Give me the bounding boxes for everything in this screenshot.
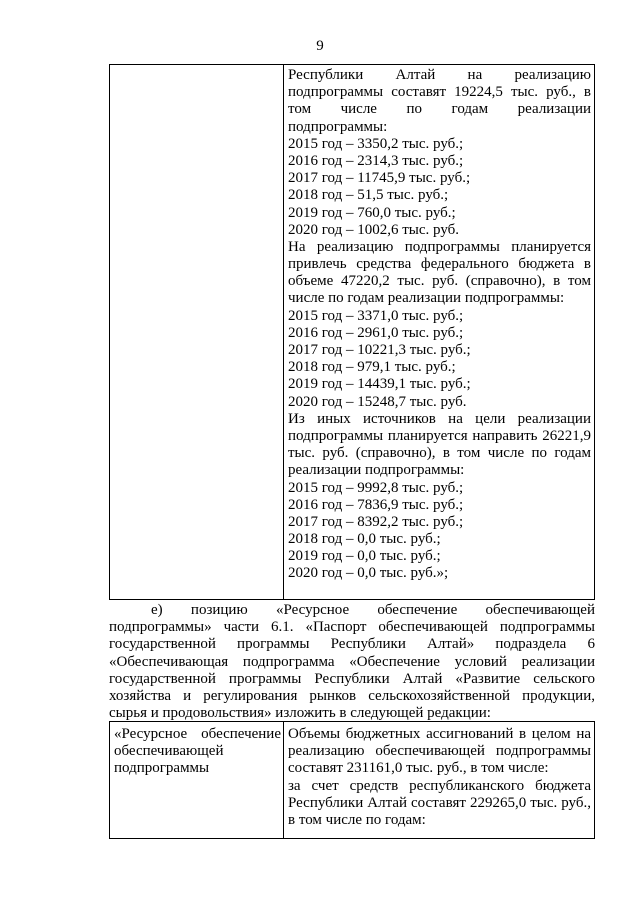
text-line: Объемы бюджетных ассигнований в целом на — [288, 726, 591, 742]
text-line: 2015 год – 9992,8 тыс. руб.; — [288, 479, 464, 496]
text-line: тыс. руб. (справочно), в том числе по годам — [288, 445, 591, 462]
text-line: 2018 год – 979,1 тыс. руб.; — [288, 359, 456, 376]
text-line: Из иных источников на цели реализации — [288, 410, 591, 427]
text-line: 2019 год – 14439,1 тыс. руб.; — [288, 376, 471, 393]
text-line: «Ресурсное обеспечение — [114, 726, 281, 742]
text-line: е) позицию «Ресурсное обеспечение обеспечивающей — [151, 602, 595, 618]
text-line: Республики Алтай на реализацию — [288, 67, 591, 83]
text-line: государственной программы Республики Алтай» подраздела 6 — [109, 636, 595, 653]
text-line: составят 231161,0 тыс. руб., в том числе: — [288, 760, 549, 777]
text-line: 2017 год – 10221,3 тыс. руб.; — [288, 342, 471, 358]
resources-table-continued — [109, 64, 595, 600]
text-line: 2016 год – 7836,9 тыс. руб.; — [288, 496, 464, 513]
text-line: подпрограммы: — [288, 118, 388, 135]
text-line: том числе по годам реализации — [288, 101, 591, 118]
text-line: На реализацию подпрограммы планируется — [288, 238, 591, 255]
text-line: 2020 год – 15248,7 тыс. руб. — [288, 393, 467, 410]
text-line: 2016 год – 2961,0 тыс. руб.; — [288, 324, 464, 341]
table-left-cell-heading — [110, 722, 283, 778]
page-number: 9 — [316, 38, 324, 54]
amendment-paragraph — [109, 602, 595, 722]
table-right-cell — [284, 722, 595, 829]
text-line: сырья и продовольствия» изложить в следующей редакции: — [109, 705, 491, 722]
text-line: подпрограммы — [114, 760, 210, 777]
text-line: в том числе по годам: — [288, 811, 426, 828]
text-line: 2018 год – 0,0 тыс. руб.; — [288, 531, 441, 548]
text-line: 2017 год – 8392,2 тыс. руб.; — [288, 513, 464, 530]
text-line: хозяйства и регулирования рынков сельскохозяйственной продукции, — [109, 687, 595, 704]
text-line: за счет средств республиканского бюджета — [288, 777, 591, 794]
text-line: числе по годам реализации подпрограммы: — [288, 290, 565, 307]
text-line: 2019 год – 0,0 тыс. руб.; — [288, 548, 441, 565]
text-line: 2015 год – 3350,2 тыс. руб.; — [288, 135, 464, 152]
text-line: 2016 год – 2314,3 тыс. руб.; — [288, 152, 464, 169]
text-line: 2019 год – 760,0 тыс. руб.; — [288, 204, 456, 221]
text-line: обеспечивающей — [114, 743, 224, 760]
text-line: 2020 год – 0,0 тыс. руб.»; — [288, 565, 449, 582]
text-line: подпрограммы планируется направить 26221,9 — [288, 427, 591, 444]
resources-table-new — [109, 721, 595, 839]
table-right-cell — [284, 65, 595, 583]
text-line: государственной программы Республики Алтай «Развитие сельского — [109, 670, 595, 687]
text-line: «Обеспечивающая подпрограмма «Обеспечение условий реализации — [109, 653, 595, 670]
text-line: реализацию обеспечивающей подпрограммы — [288, 743, 591, 760]
text-line: объеме 47220,2 тыс. руб. (справочно), в том — [288, 273, 591, 290]
text-line: Республики Алтай составят 229265,0 тыс. руб., — [288, 794, 591, 811]
text-line: 2015 год – 3371,0 тыс. руб.; — [288, 307, 464, 324]
text-line: 2017 год – 11745,9 тыс. руб.; — [288, 170, 471, 187]
text-line: 2018 год – 51,5 тыс. руб.; — [288, 187, 449, 204]
table-left-cell-empty — [110, 65, 283, 69]
text-line: подпрограммы составят 19224,5 тыс. руб., в — [288, 84, 591, 101]
text-line: привлечь средства федерального бюджета в — [288, 256, 591, 273]
text-line: подпрограммы» части 6.1. «Паспорт обеспечивающей подпрограммы — [109, 619, 595, 636]
text-line: 2020 год – 1002,6 тыс. руб. — [288, 221, 460, 238]
text-line: реализации подпрограммы: — [288, 462, 465, 479]
